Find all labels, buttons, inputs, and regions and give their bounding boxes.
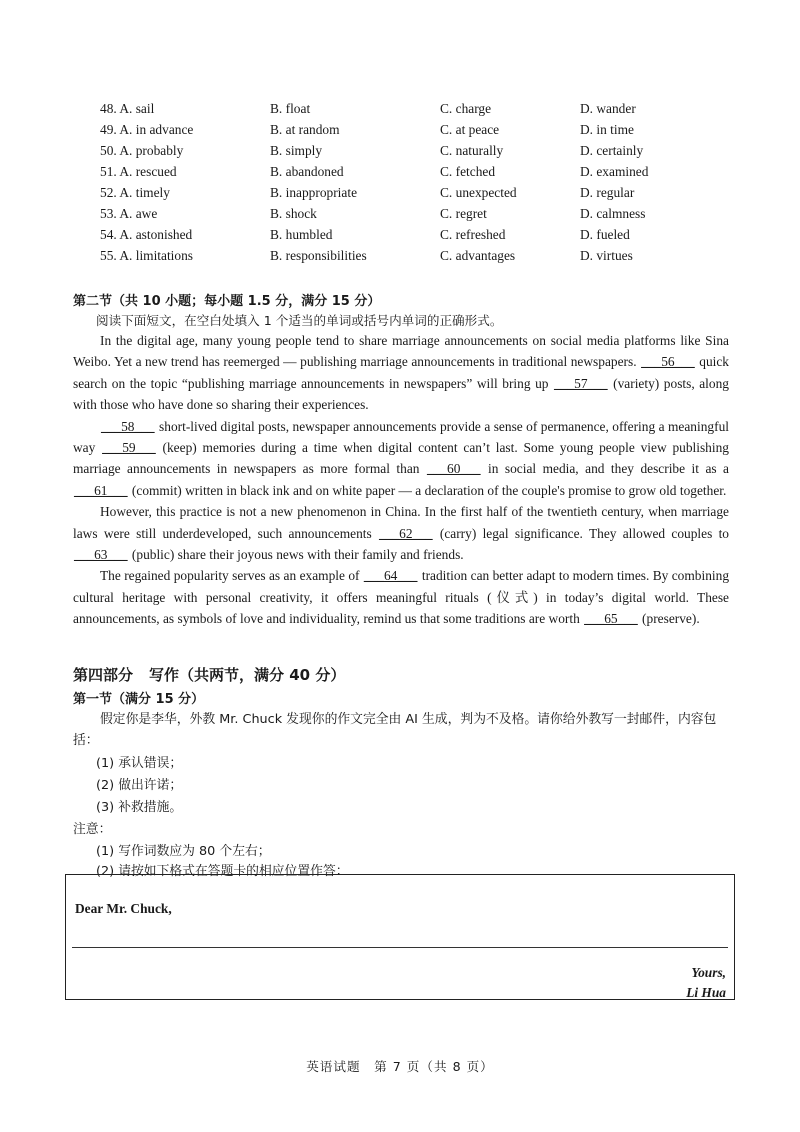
option-c: C. regret [440,206,487,221]
question-number: 51. [100,164,117,179]
note-item-1: (1) 写作词数应为 80 个左右； [96,844,271,859]
letter-signature: Li Hua [686,985,726,1000]
option-d: D. virtues [580,248,633,263]
blank-57: ___57___ [554,375,608,391]
multiple-choice-options [100,98,700,266]
section2-instruction: 阅读下面短文，在空白处填入 1 个适当的单词或括号内单词的正确形式。 [96,313,503,328]
option-a: A. limitations [119,248,194,263]
question-number: 49. [100,122,117,137]
letter-greeting: Dear Mr. Chuck, [75,901,172,916]
option-c: C. at peace [440,122,500,137]
option-c: C. refreshed [440,227,506,242]
writing-line [72,947,728,948]
blank-65: ___65___ [584,611,638,627]
section2-title: 第二节（共 10 小题；每小题 1.5 分，满分 15 分） [73,294,381,309]
option-a: A. rescued [119,164,177,179]
option-a: A. timely [119,185,170,200]
blank-58: ___58___ [101,418,155,434]
answer-format-box [65,874,735,1000]
option-a: A. in advance [119,122,194,137]
blank-62: ___62___ [379,525,433,541]
passage-paragraph-1: In the digital age, many young people tend to share marriage announcements on social media platforms like Sina Weibo. Yet a new trend has reemerged — publishing marriage announcements in traditional newspapers. ___56___ quick search on the topic “publishing marriage announcements in newspapers” will bring up ___57___ (variety) posts, along with those who have done so sharing their experiences. [73,333,729,413]
option-a: A. awe [119,206,158,221]
prompt-item-1: (1) 承认错误； [96,756,183,771]
blank-63: ___63___ [74,547,128,563]
option-c: C. naturally [440,143,504,158]
option-a: A. sail [119,101,155,116]
blank-59: ___59___ [102,440,156,456]
question-number: 54. [100,227,117,242]
option-b: B. responsibilities [270,248,367,263]
option-c: C. fetched [440,164,496,179]
note-item-2: (2) 请按如下格式在答题卡的相应位置作答： [96,864,349,879]
part4-section1-title: 第一节（满分 15 分） [73,692,205,707]
question-row-53 [100,203,700,224]
page-footer: 英语试题 第 7 页（共 8 页） [306,1059,494,1074]
option-d: D. fueled [580,227,630,242]
option-b: B. at random [270,122,340,137]
question-row-52 [100,182,700,203]
option-d: D. certainly [580,143,644,158]
question-row-55 [100,245,700,266]
option-b: B. inappropriate [270,185,358,200]
writing-prompt: 假定你是李华，外教 Mr. Chuck 发现你的作文完全由 AI 生成，判为不及格。请你给外教写一封邮件，内容包括： [73,712,717,748]
question-row-49 [100,119,700,140]
cloze-passage [73,330,729,630]
blank-60: ___60___ [426,461,481,477]
option-b: B. simply [270,143,323,158]
option-c: C. unexpected [440,185,517,200]
letter-closing-block [686,963,726,1003]
question-row-50 [100,140,700,161]
question-number: 50. [100,143,117,158]
blank-56: ___56___ [641,354,695,370]
option-b: B. abandoned [270,164,344,179]
prompt-item-3: (3) 补救措施。 [96,800,183,815]
passage-paragraph-3: However, this practice is not a new phenomenon in China. In the first half of the twentieth century, when marriage laws were still underdeveloped, such announcements ___62___ (carry) legal significance. They allowed couples to ___63___ (public) share their joyous news with their family and friends. [73,504,729,563]
option-b: B. humbled [270,227,333,242]
question-number: 53. [100,206,117,221]
prompt-item-2: (2) 做出许诺； [96,778,183,793]
question-row-54 [100,224,700,245]
option-d: D. examined [580,164,649,179]
option-d: D. in time [580,122,634,137]
blank-64: ___64___ [363,568,418,584]
note-label: 注意： [73,822,112,837]
option-b: B. float [270,101,311,116]
option-c: C. advantages [440,248,516,263]
question-row-48 [100,98,700,119]
blank-61: ___61___ [74,482,128,498]
option-d: D. calmness [580,206,646,221]
option-c: C. charge [440,101,492,116]
option-b: B. shock [270,206,317,221]
question-number: 48. [100,101,117,116]
passage-paragraph-2: ___58___ short-lived digital posts, newspaper announcements provide a sense of permanence, offering a meaningful way ___59___ (keep) memories during a time when digital content can’t last. Some young people view publishing marriage announcements in newspapers as more formal than ___60___ in social media, and they describe it as a ___61___ (commit) written in black ink and on white paper — a declaration of the couple's promise to grow old together. [73,418,730,498]
part4-title: 第四部分 写作（共两节，满分 40 分） [73,666,346,684]
question-number: 52. [100,185,117,200]
option-a: A. probably [119,143,184,158]
passage-paragraph-4: The regained popularity serves as an example of ___64___ tradition can better adapt to modern times. By combining cultural heritage with personal creativity, it offers meaningful rituals (仪式) in today’s digital world. These announcements, as symbols of love and individuality, remind us that some traditions are worth ___65___ (preserve). [73,568,730,627]
question-number: 55. [100,248,117,263]
question-row-51 [100,161,700,182]
option-d: D. regular [580,185,635,200]
option-d: D. wander [580,101,636,116]
letter-closing: Yours, [691,965,726,980]
option-a: A. astonished [119,227,193,242]
